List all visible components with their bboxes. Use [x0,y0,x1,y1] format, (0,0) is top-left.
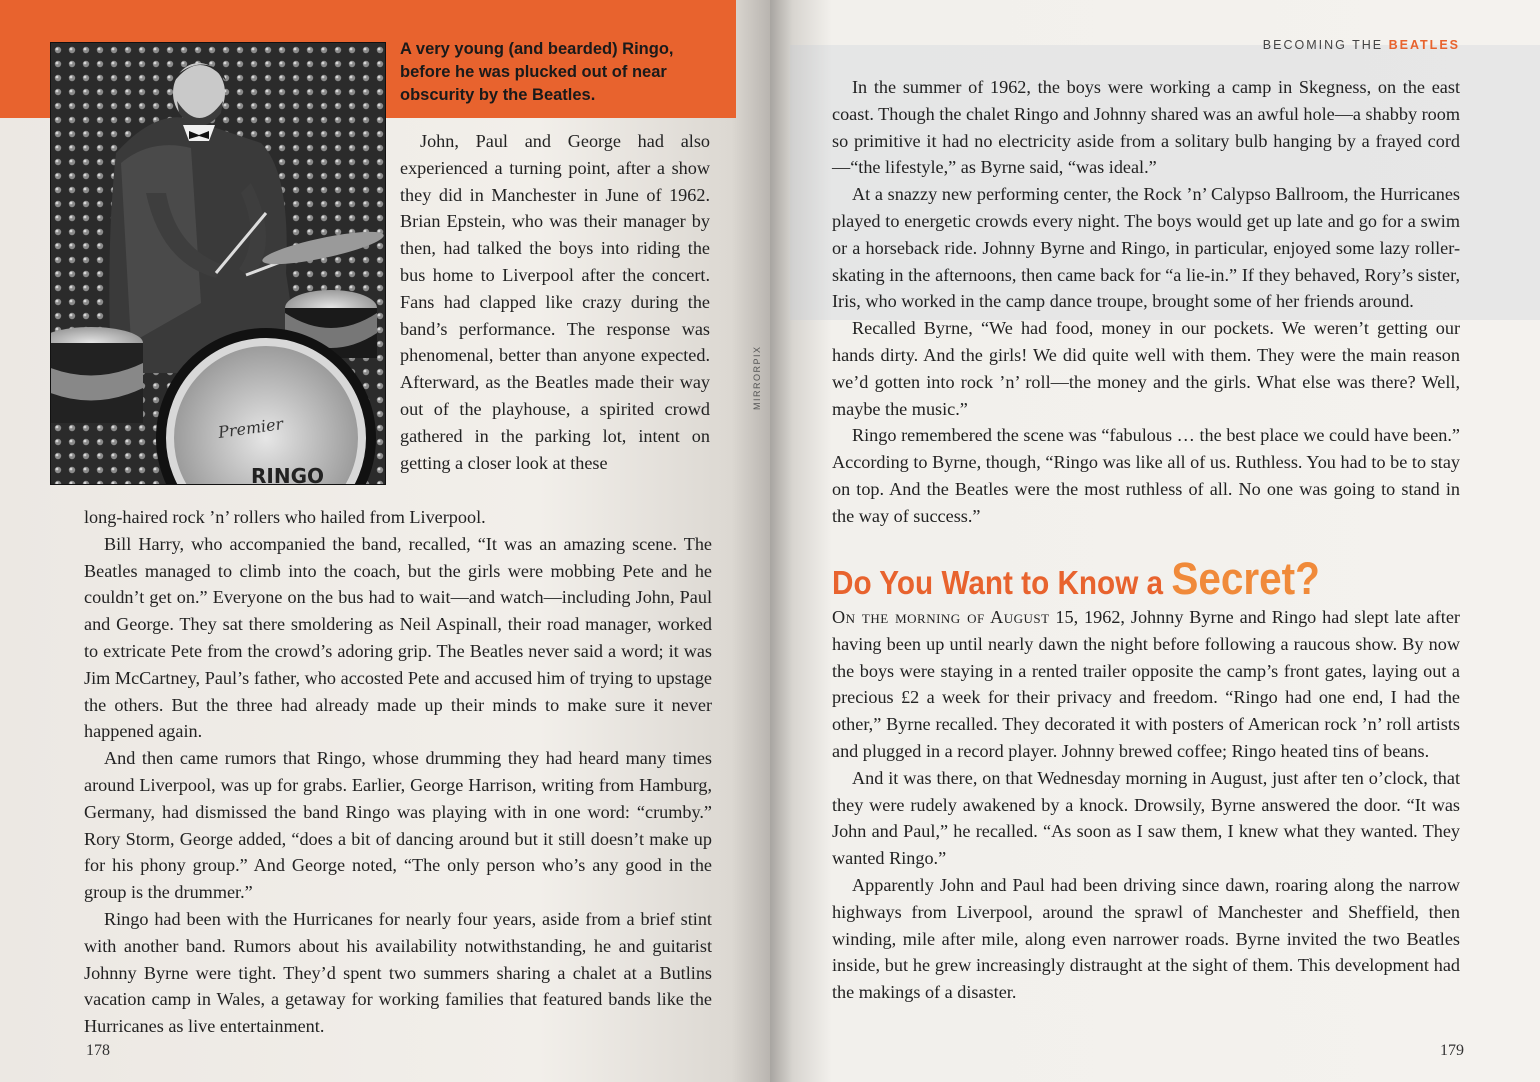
section-heading [832,553,1408,606]
paragraph-continuation: long-haired rock ’n’ rollers who hailed from Liverpool. [84,507,486,527]
paragraph: Bill Harry, who accompanied the band, recalled, “It was an amazing scene. The Beatles managed to climb into the coach, but the girls were mobbing Pete and he couldn’t get on.” Everyone on the bus had to wait—and watch—including John, Paul and George. They sat there smoldering as Neil Aspinall, their road manager, worked to extricate Pete from the crowd’s adoring grip. The Beatles never said a word; it was Jim McCartney, Paul’s father, who accosted Pete and accused him of trying to upstage the others. But the three had already made up their minds to make sure it never happened again. [84,533,712,742]
paragraph: Ringo had been with the Hurricanes for nearly four years, aside from a brief stint with another band. Rumors about his availability notwithstanding, he and guitarist Johnny Byrne were tight. They’d spent two summers sharing a chalet at a Butlins vacation camp in Wales, a getaway for working families that featured bands like the Hurricanes as live entertainment. [84,908,712,1037]
lead-in-smallcaps: On the morning of August [832,607,1050,627]
section-heading-big: Secret? [1171,553,1320,604]
article-column-bottom [832,604,1460,1006]
paragraph: In the summer of 1962, the boys were working a camp in Skegness, on the east coast. Though the chalet Ringo and Johnny shared was an awful hole—a shabby room so primitive it had no electricity aside from a solitary bulb hanging by a frayed cord—“the lifestyle,” as Byrne said, “was ideal.” [832,77,1461,178]
drum-logo-text: Premier [216,414,285,442]
ringo-drummer-photo [50,42,386,485]
page-number-right: 179 [1440,1042,1464,1059]
running-head [1263,38,1460,52]
drum-name-text: RINGO [251,464,324,485]
photo-credit: MIRRORPIX [752,345,762,410]
paragraph: Recalled Byrne, “We had food, money in our pockets. We weren’t getting our hands dirty. And the girls! We did quite well with them. They were the main reason we’d gotten into rock ’n’ roll—the money and the girls. What else was there? Well, maybe the music.” [832,318,1460,419]
paragraph: At a snazzy new performing center, the Rock ’n’ Calypso Ballroom, the Hurricanes played to energetic crowds every night. The boys would get up late and go for a swim or a horseback ride. Johnny Byrne and Ringo, in particular, enjoyed some lazy roller-skating in the afternoons, then came back for “a lie-in.” If they behaved, Rory’s sister, Iris, who worked in the camp dance troupe, brought some of her friends around. [832,184,1460,312]
photo-caption: A very young (and bearded) Ringo, before he was plucked out of near obscurity by the Beatles. [400,40,674,104]
lead-paragraph-rest: 15, 1962, Johnny Byrne and Ringo had slept late after having been up until nearly dawn the night before following a raucous show. By now the boys were staying in a rented trailer opposite the camp’s front gates, laying out a precious £2 a week for their privacy and freedom. “Ringo had one end, I had the other,” Byrne recalled. They decorated it with posters of American rock ’n’ roll artists and plugged in a record player. Johnny brewed coffee; Ringo heated tins of beans. [832,607,1460,761]
article-column-narrow [400,128,710,476]
page-number-left: 178 [86,1042,110,1059]
lead-paragraph [832,604,1460,765]
article-column-wide [84,504,712,1040]
article-column-top [832,74,1460,530]
section-heading-main: Do You Want to Know a [832,564,1164,601]
running-head-prefix: BECOMING THE [1262,38,1384,52]
right-page [770,0,1540,1082]
paragraph: John, Paul and George had also experienced a turning point, after a show they did in Manchester in June of 1962. Brian Epstein, who was their manager by then, had talked the boys into riding the bus home to Liverpool after the concert. Fans had clapped like crazy during the band’s performance. The response was phenomenal, better than anyone expected. Afterward, as the Beatles made their way out of the playhouse, a spirited crowd gathered in the parking lot, intent on getting a closer look at these [400,131,710,473]
paragraph: Apparently John and Paul had been driving since dawn, roaring along the narrow highways from Liverpool, around the sprawl of Manchester and Sheffield, then winding, mile after mile, along even narrower roads. Byrne invited the two Beatles inside, but he grew increasingly distraught at the sight of them. This development had the makings of a disaster. [832,874,1460,1003]
paragraph: Ringo remembered the scene was “fabulous … the best place we could have been.” According to Byrne, though, “Ringo was like all of us. Ruthless. You had to be to stay on top. And the Beatles were the most ruthless of all. No one was going to stand in the way of success.” [832,425,1460,526]
paragraph: And it was there, on that Wednesday morning in August, just after ten o’clock, that they were rudely awakened by a knock. Drowsily, Byrne answered the door. “It was John and Paul,” he recalled. “As soon as I saw them, I knew what they wanted. They wanted Ringo.” [832,767,1460,869]
running-head-accent: BEATLES [1388,38,1460,52]
paragraph: And then came rumors that Ringo, whose drumming they had heard many times around Liverpool, was up for grabs. Earlier, George Harrison, writing from Hamburg, Germany, had dismissed the band Ringo was playing with in one word: “crumby.” Rory Storm, George added, “does a bit of dancing around but it still doesn’t make up for his phony group.” And George noted, “The only person who’s any good in the group is the drummer.” [84,748,712,903]
